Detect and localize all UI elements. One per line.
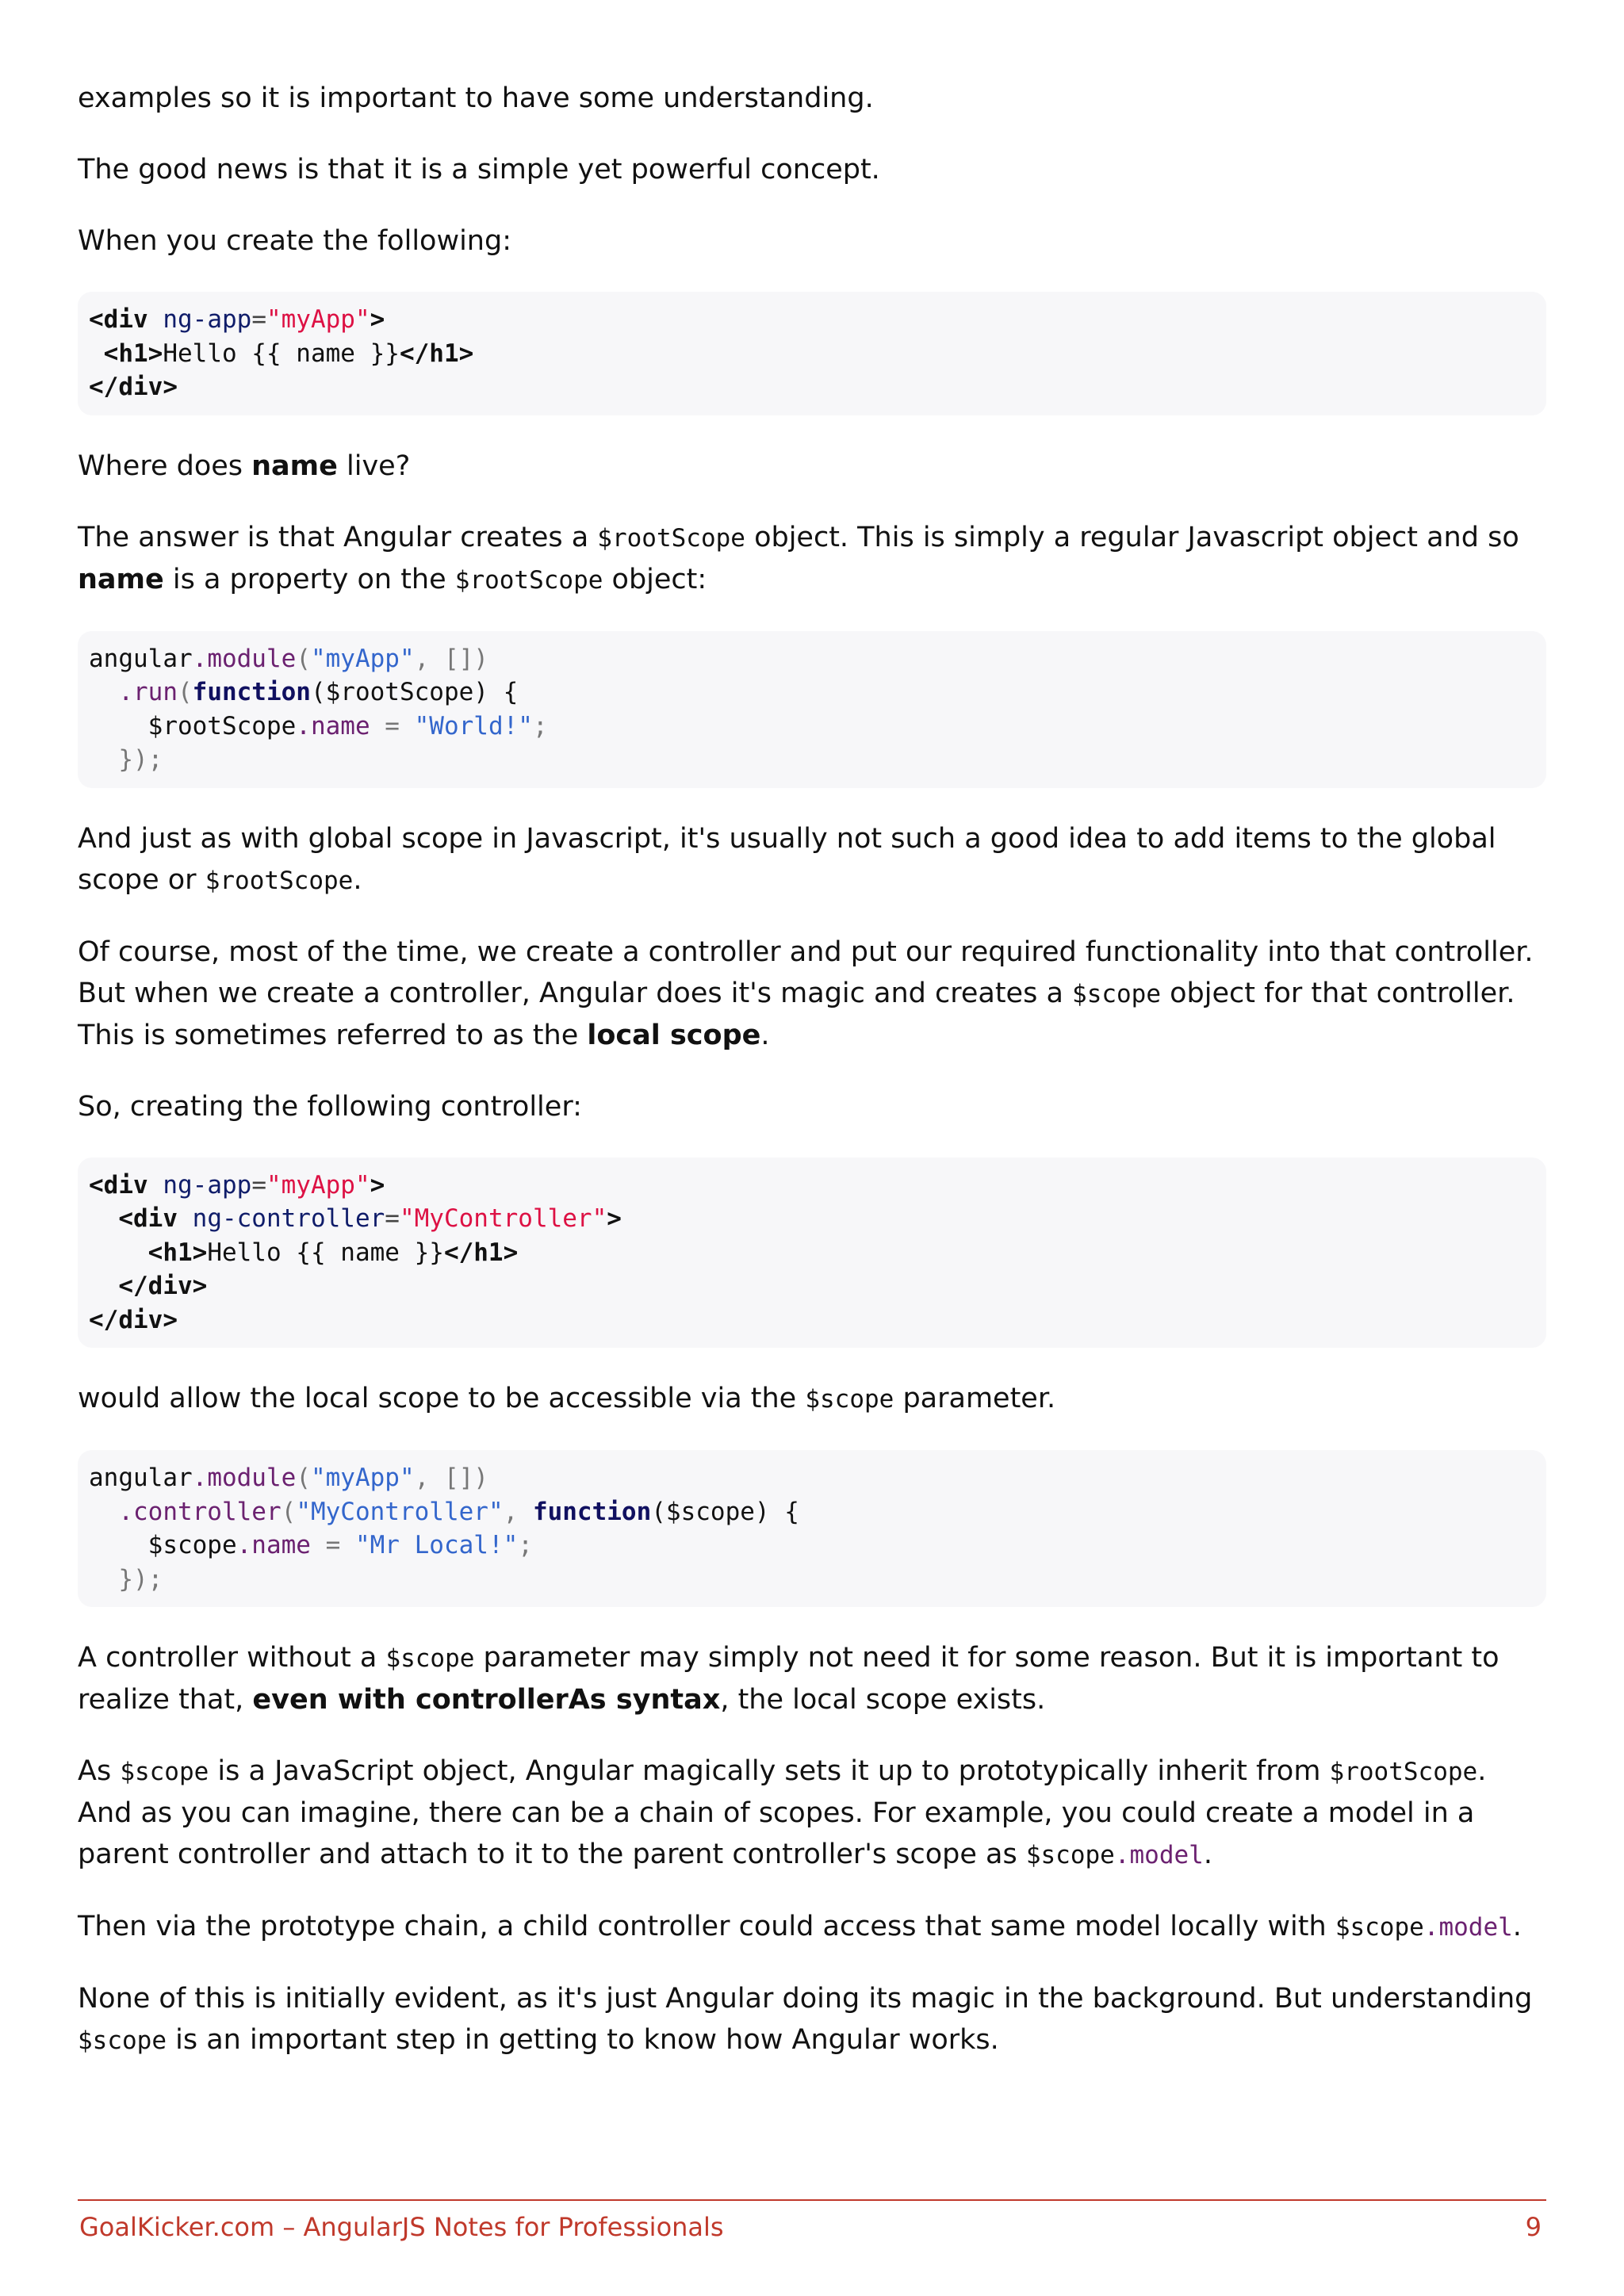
code-line: .run(function($rootScope) { xyxy=(89,678,519,706)
paragraph-5: The answer is that Angular creates a $rootScope object. This is simply a regular Javascript object and so name is a property on the $rootScope object: xyxy=(78,521,1519,595)
inline-code: $rootScope xyxy=(1329,1758,1478,1786)
paragraph-13: None of this is initially evident, as it's just Angular doing its magic in the background. But understanding $scope is an important step in getting to know how Angular works. xyxy=(78,1983,1533,2056)
inline-code: $scope xyxy=(385,1644,475,1673)
paragraph-6: And just as with global scope in Javascript, it's usually not such a good idea to add items to the global scope or $rootScope. xyxy=(78,822,1496,896)
inline-code: $scope xyxy=(805,1385,894,1414)
paragraph-2: The good news is that it is a simple yet powerful concept. xyxy=(78,154,880,186)
code-line: <div ng-app="myApp"> xyxy=(89,1170,385,1200)
code-line: </div> xyxy=(89,1272,208,1300)
code-line: }); xyxy=(89,745,163,774)
paragraph-1: examples so it is important to have some understanding. xyxy=(78,82,874,114)
code-block-controller-scope xyxy=(78,1450,1546,1607)
inline-code: $scope.model xyxy=(1025,1841,1204,1869)
footer-source-link[interactable]: GoalKicker.com – AngularJS Notes for Professionals xyxy=(79,2212,724,2242)
paragraph-10: A controller without a $scope parameter may simply not need it for some reason. But it is important to realize that, even with controllerAs syntax, the local scope exists. xyxy=(78,1642,1500,1716)
paragraph-9: would allow the local scope to be accessible via the $scope parameter. xyxy=(78,1383,1056,1414)
inline-code: $scope xyxy=(120,1758,209,1786)
inline-code: $rootScope xyxy=(205,866,354,895)
code-line: angular.module("myApp", []) xyxy=(89,1464,488,1492)
code-line: </div> xyxy=(89,373,178,401)
inline-code: $rootScope xyxy=(454,565,603,595)
paragraph-8: So, creating the following controller: xyxy=(78,1090,582,1123)
code-line: <h1>Hello {{ name }}</h1> xyxy=(89,1238,519,1267)
inline-code: $scope.model xyxy=(1335,1913,1513,1942)
code-line: }); xyxy=(89,1564,163,1594)
code-line: <div ng-app="myApp"> xyxy=(89,305,385,334)
code-line: $scope.name = "Mr Local!"; xyxy=(89,1531,533,1559)
code-line: <div ng-controller="MyController"> xyxy=(89,1204,622,1233)
code-block-rootscope-run xyxy=(78,631,1546,788)
paragraph-12: Then via the prototype chain, a child controller could access that same model locally with $scope.model. xyxy=(78,1911,1522,1942)
paragraph-11: As $scope is a JavaScript object, Angular magically sets it up to prototypically inherit from $rootScope. And as you can imagine, there can be a chain of scopes. For example, you could create a model in a parent controller and attach to it to the parent controller's scope as $scope.model. xyxy=(78,1755,1487,1870)
page-footer xyxy=(78,2199,1546,2242)
paragraph-4: Where does name live? xyxy=(78,450,411,482)
paragraph-7: Of course, most of the time, we create a controller and put our required functionality into that controller. But when we create a controller, Angular does it's magic and creates a $scope object for that controller. This is sometimes referred to as the local scope. xyxy=(78,936,1534,1051)
inline-code: $scope xyxy=(78,2026,167,2055)
code-line: angular.module("myApp", []) xyxy=(89,644,488,673)
page-content xyxy=(78,78,1546,2091)
code-block-html-ng-app xyxy=(78,292,1546,415)
code-line: <h1>Hello {{ name }}</h1> xyxy=(89,339,474,368)
inline-code: $rootScope xyxy=(597,523,745,553)
code-block-html-controller xyxy=(78,1158,1546,1349)
page-number: 9 xyxy=(1525,2212,1542,2242)
inline-code: $scope xyxy=(1072,979,1162,1008)
paragraph-3: When you create the following: xyxy=(78,225,511,257)
code-line: $rootScope.name = "World!"; xyxy=(89,711,548,740)
code-line: </div> xyxy=(89,1305,178,1334)
code-line: .controller("MyController", function($scope) { xyxy=(89,1497,799,1526)
